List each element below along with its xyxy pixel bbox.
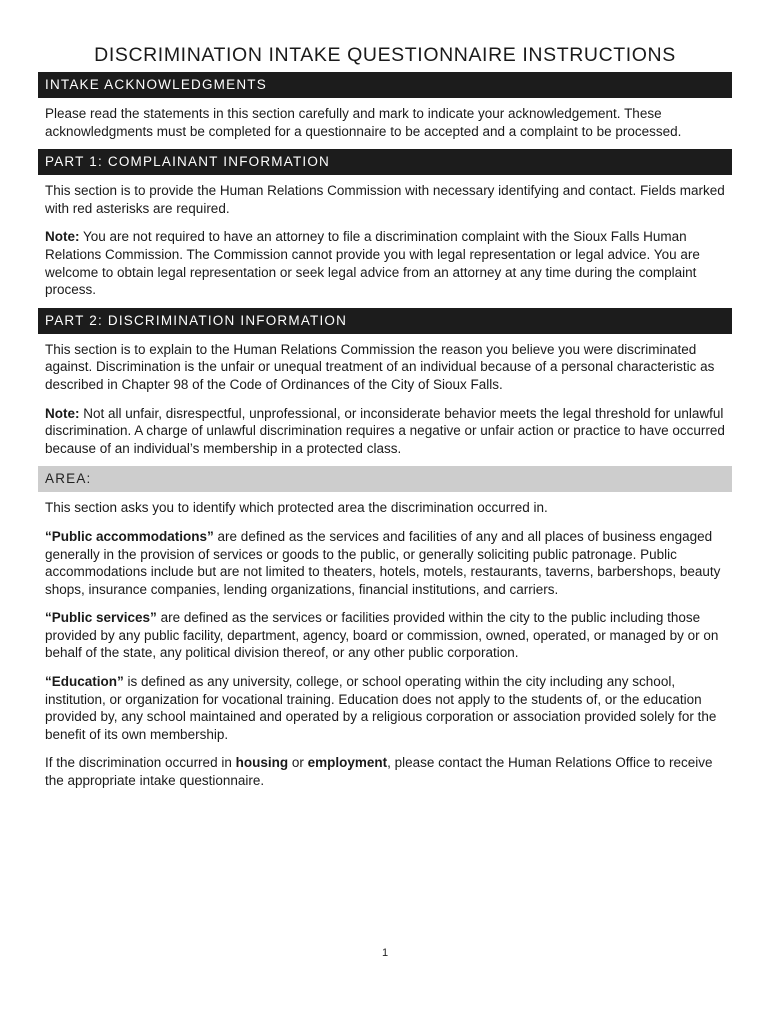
area-description: This section asks you to identify which protected area the discrimination occurred in. [45,500,548,516]
section-header-area: AREA: [38,466,732,492]
part-2-description: This section is to explain to the Human Relations Commission the reason you believe you were discriminated against. Discrimination is the unfair or unequal treatment of an individual because of a personal characteristic as described in Chapter 98 of the Code of Ordinances of the City of Sioux Falls. [45,341,715,392]
section-header-part-1: PART 1: COMPLAINANT INFORMATION [38,149,732,175]
housing-term: housing [235,755,289,771]
section-body-part-2 [38,334,732,467]
employment-term: employment [307,755,388,771]
section-body-area [38,492,732,798]
public-services-term: “Public services” [45,610,157,626]
public-services-text: are defined as the services or facilities provided within the city to the public including those provided by any public facility, department, agency, board or commission, owned, operated, or managed by or on behalf of the state, any political division thereof, or any other public corporation. [45,610,719,661]
note-text: You are not required to have an attorney to file a discrimination complaint with the Sioux Falls Human Relations Commission. The Commission cannot provide you with legal representation or legal advice. You are welcome to obtain legal representation or seek legal advice from an attorney at any time during the complaint process. [45,229,700,298]
section-body-intake-acknowledgments [38,98,732,149]
intake-instructions-paragraph: Please read the statements in this section carefully and mark to indicate your acknowledgement. These acknowledgments must be completed for a questionnaire to be accepted and a complaint to be processed. [45,106,682,139]
contact-or: or [288,755,308,771]
contact-post: , please contact the Human Relations Office to receive the appropriate intake questionnaire. [45,755,713,789]
note-label: Note: [45,229,80,245]
section-header-part-2: PART 2: DISCRIMINATION INFORMATION [38,308,732,334]
part-1-description: This section is to provide the Human Relations Commission with necessary identifying and contact. Fields marked with red asterisks are required. [45,183,725,216]
education-text: is defined as any university, college, or school operating within the city including any school, institution, or organization for vocational training. Education does not apply to the students of, or the education provided by, any school maintained and operated by a religious corporation or association provided solely for the benefit of its own membership. [45,674,717,742]
education-definition [38,673,732,743]
public-accommodations-term: “Public accommodations” [45,528,214,544]
contact-pre: If the discrimination occurred in [45,755,236,771]
part-1-note [38,228,732,298]
part-2-note [38,405,732,458]
page-number: 1 [381,947,389,959]
public-accommodations-text: are defined as the services and facilities of any and all places of business engaged generally in the provision of services or goods to the public, or generally soliciting public patronage. Public accommodations include but are not limited to theaters, hotels, motels, restaurants, taverns, barbershops, beauty shops, insurance companies, lending organizations, financial institutions, and carriers. [45,528,721,597]
contact-office-paragraph [38,754,732,789]
education-term: “Education” [45,674,124,690]
note-label: Note: [45,405,80,421]
section-body-part-1 [38,175,732,308]
note-text: Not all unfair, disrespectful, unprofessional, or inconsiderate behavior meets the legal threshold for unlawful discrimination. A charge of unlawful discrimination requires a negative or unfair action or practice to have occurred because of an individual’s membership in a protected class. [45,405,725,456]
public-services-definition [38,609,732,662]
document-page [38,44,732,799]
public-accommodations-definition [38,528,732,598]
page-title: DISCRIMINATION INTAKE QUESTIONNAIRE INSTRUCTIONS [94,44,676,66]
section-header-intake-acknowledgments: INTAKE ACKNOWLEDGMENTS [38,72,732,98]
